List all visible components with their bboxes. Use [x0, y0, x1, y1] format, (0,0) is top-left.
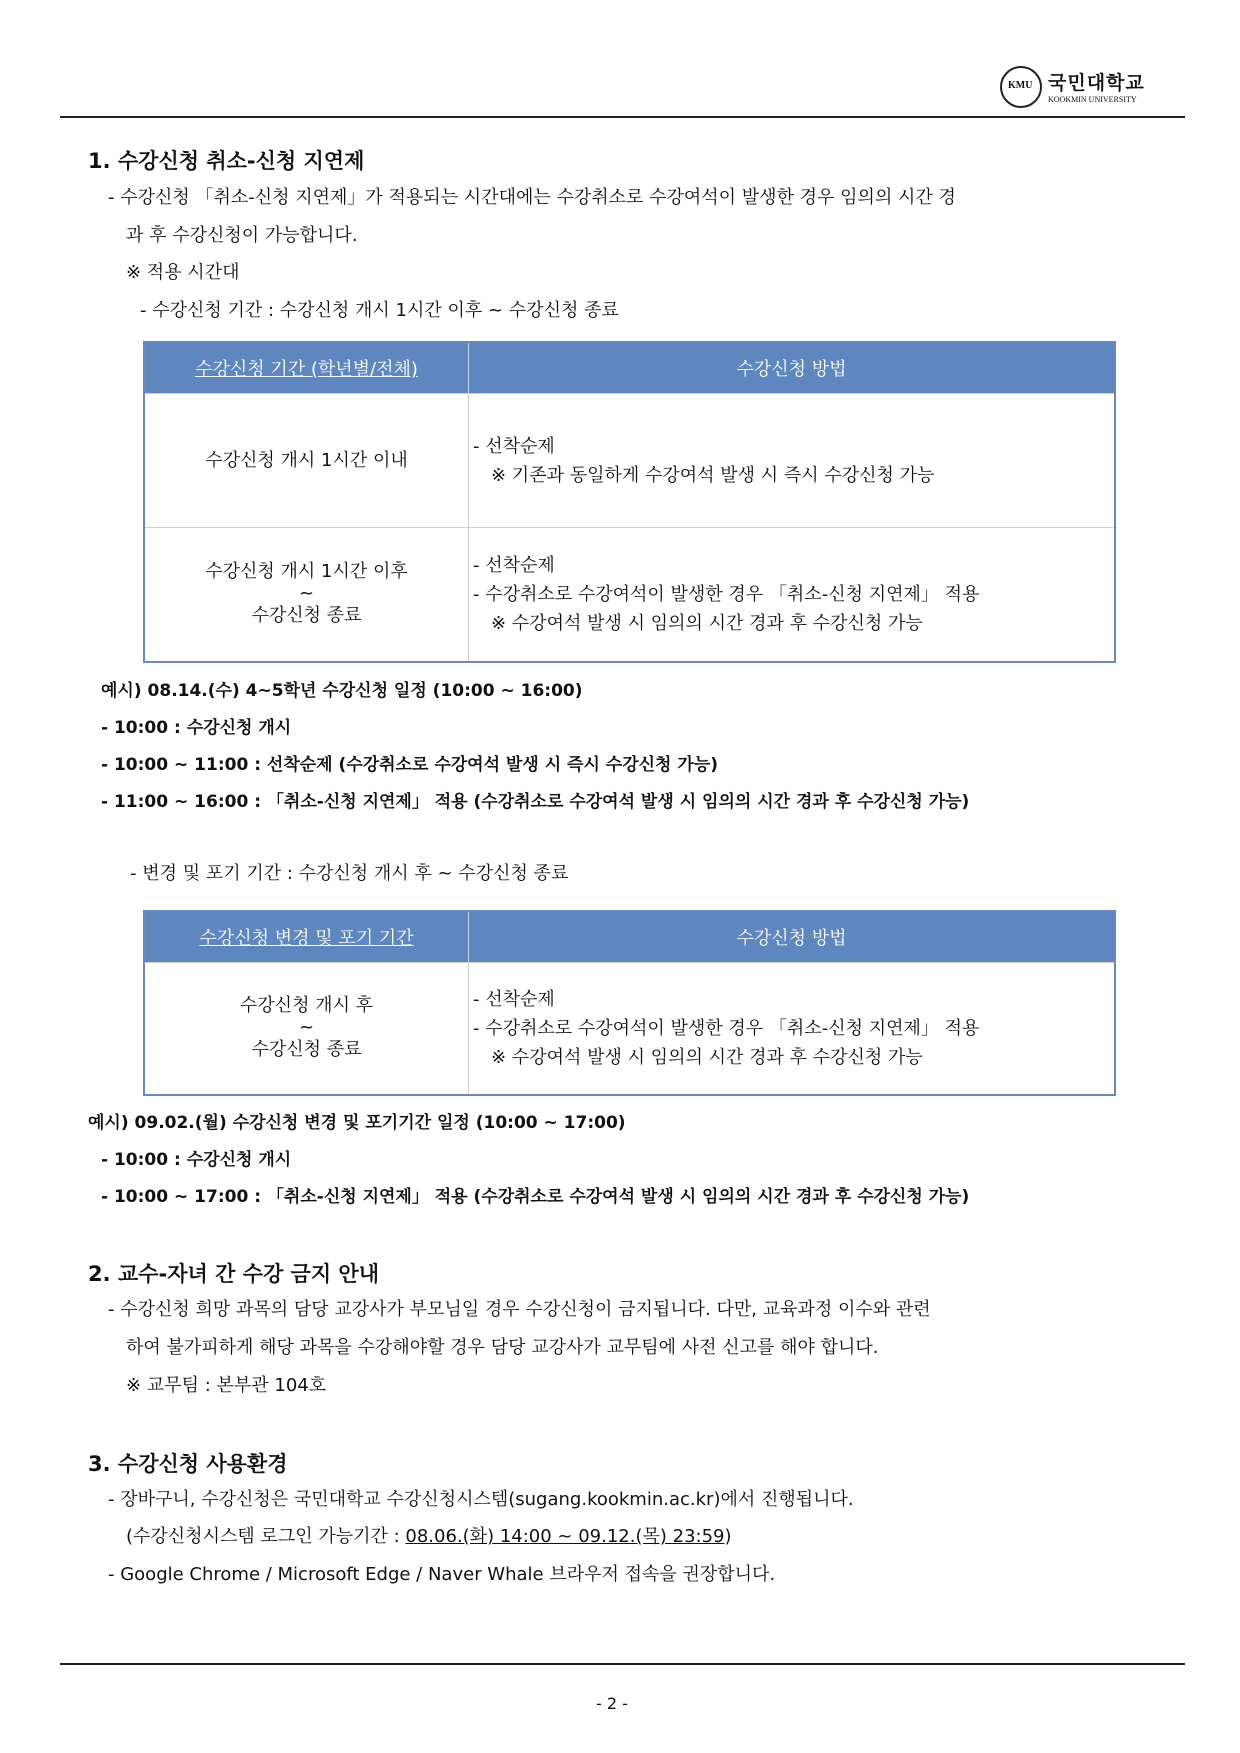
header-rule — [60, 116, 1185, 118]
example2-line: - 10:00 ~ 17:00 : 「취소-신청 지연제」 적용 (수강취소로 수강여석 발생 시 임의의 시간 경과 후 수강신청 가능) — [101, 1187, 970, 1207]
footer-rule — [60, 1663, 1185, 1665]
table2-row1-period: 수강신청 개시 후 ~ 수강신청 종료 — [144, 963, 469, 1095]
table2-col1-header: 수강신청 변경 및 포기 기간 — [144, 911, 469, 963]
section1-intro-line2: 과 후 수강신청이 가능합니다. — [126, 225, 358, 246]
example1-line: - 10:00 : 수강신청 개시 — [101, 718, 292, 738]
example1-line: - 11:00 ~ 16:00 : 「취소-신청 지연제」 적용 (수강취소로 수강여석 발생 시 임의의 시간 경과 후 수강신청 가능) — [101, 792, 970, 812]
table-change-period — [143, 910, 1116, 1096]
section3-login-period: (수강신청시스템 로그인 가능기간 : 08.06.(화) 14:00 ~ 09.12.(목) 23:59) — [126, 1526, 732, 1547]
table1-row2-method: - 선착순제 - 수강취소로 수강여석이 발생한 경우 「취소-신청 지연제」 적용 ※ 수강여석 발생 시 임의의 시간 경과 후 수강신청 가능 — [469, 528, 1116, 662]
section3-title: 3. 수강신청 사용환경 — [88, 1452, 288, 1476]
section3-line1: - 장바구니, 수강신청은 국민대학교 수강신청시스템(sugang.kookmin.ac.kr)에서 진행됩니다. — [108, 1489, 854, 1510]
section2-title: 2. 교수-자녀 간 수강 금지 안내 — [88, 1262, 380, 1286]
section1-title: 1. 수강신청 취소-신청 지연제 — [88, 149, 365, 173]
section1-sub2: - 변경 및 포기 기간 : 수강신청 개시 후 ~ 수강신청 종료 — [130, 863, 569, 884]
table1-row1-period: 수강신청 개시 1시간 이내 — [144, 394, 469, 528]
example2-line: - 10:00 : 수강신청 개시 — [101, 1150, 292, 1170]
example1-title: 예시) 08.14.(수) 4~5학년 수강신청 일정 (10:00 ~ 16:00) — [101, 681, 583, 701]
table2-col2-header: 수강신청 방법 — [469, 911, 1116, 963]
example1-line: - 10:00 ~ 11:00 : 선착순제 (수강취소로 수강여석 발생 시 즉시 수강신청 가능) — [101, 755, 719, 775]
table1-col2-header: 수강신청 방법 — [469, 342, 1116, 394]
table1-col1-header: 수강신청 기간 (학년별/전체) — [144, 342, 469, 394]
table-enrollment-period — [143, 341, 1116, 663]
university-logo — [1000, 66, 1170, 110]
section1-sub1: - 수강신청 기간 : 수강신청 개시 1시간 이후 ~ 수강신청 종료 — [140, 300, 619, 321]
table1-row1-method: - 선착순제 ※ 기존과 동일하게 수강여석 발생 시 즉시 수강신청 가능 — [469, 394, 1116, 528]
table2-row1-method: - 선착순제 - 수강취소로 수강여석이 발생한 경우 「취소-신청 지연제」 적용 ※ 수강여석 발생 시 임의의 시간 경과 후 수강신청 가능 — [469, 963, 1116, 1095]
section2-note: ※ 교무팀 : 본부관 104호 — [126, 1375, 327, 1396]
kmu-emblem-icon: KMU — [1000, 66, 1042, 108]
logo-subtitle: KOOKMIN UNIVERSITY — [1048, 95, 1137, 104]
section3-line3: - Google Chrome / Microsoft Edge / Naver Whale 브라우저 접속을 권장합니다. — [108, 1564, 776, 1585]
login-period-dates: 08.06.(화) 14:00 ~ 09.12.(목) 23:59 — [405, 1526, 725, 1547]
example2-title: 예시) 09.02.(월) 수강신청 변경 및 포기기간 일정 (10:00 ~ 17:00) — [88, 1113, 626, 1133]
section2-line2: 하여 불가피하게 해당 과목을 수강해야할 경우 담당 교강사가 교무팀에 사전 신고를 해야 합니다. — [126, 1337, 879, 1358]
logo-name: 국민대학교 — [1048, 72, 1145, 94]
table1-row2-period: 수강신청 개시 1시간 이후 ~ 수강신청 종료 — [144, 528, 469, 662]
section1-note: ※ 적용 시간대 — [126, 262, 240, 283]
section2-line1: - 수강신청 희망 과목의 담당 교강사가 부모님일 경우 수강신청이 금지됩니다. 다만, 교육과정 이수와 관련 — [108, 1299, 931, 1320]
page-number: - 2 - — [596, 1694, 628, 1713]
section1-intro-line1: - 수강신청 「취소-신청 지연제」가 적용되는 시간대에는 수강취소로 수강여석이 발생한 경우 임의의 시간 경 — [108, 187, 956, 208]
